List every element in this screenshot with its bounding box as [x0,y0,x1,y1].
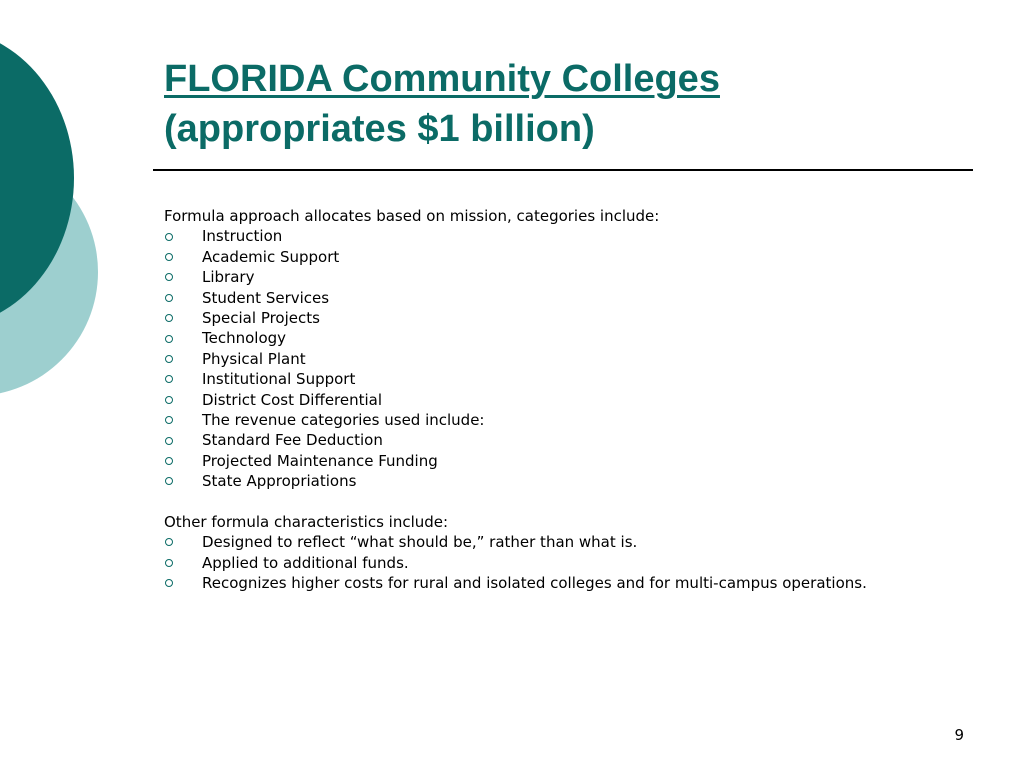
title-line-2: (appropriates $1 billion) [164,108,595,150]
bullet-icon [165,559,173,567]
list-item [164,349,994,369]
list-item [164,369,994,389]
bullet-icon [165,416,173,424]
bullet-icon [165,253,173,261]
list-item [164,288,994,308]
list-item-text: Standard Fee Deduction [202,431,383,450]
list-item-text: Library [202,268,255,287]
title-divider [153,169,973,171]
bullet-icon [165,335,173,343]
title-line-1: FLORIDA Community Colleges [164,58,720,100]
list-item-text: Student Services [202,288,330,307]
list-item-text: Recognizes higher costs for rural and isolated colleges and for multi-campus operations. [202,574,867,593]
list-item [164,267,994,287]
page-number: 9 [954,726,964,744]
list-item [164,430,994,450]
list-item-text: Projected Maintenance Funding [202,451,438,470]
characteristics-intro: Other formula characteristics include: [164,512,449,531]
list-item [164,308,994,328]
bullet-icon [165,314,173,322]
bullet-icon [165,233,173,241]
list-item [164,390,994,410]
list-item-text: Designed to reflect “what should be,” rather than what is. [202,533,638,552]
list-item [164,451,994,471]
list-item [164,553,994,573]
paragraph-spacer [164,491,994,511]
characteristics-list [164,532,994,593]
list-item-text: The revenue categories used include: [202,410,485,429]
slide-body [164,206,994,593]
list-item-text: State Appropriations [202,472,357,491]
list-item-text: District Cost Differential [202,390,383,409]
list-item [164,573,994,593]
categories-list [164,226,994,491]
list-item [164,410,994,430]
list-item-text: Institutional Support [202,370,356,389]
bullet-icon [165,477,173,485]
bullet-icon [165,579,173,587]
bullet-icon [165,396,173,404]
list-item [164,328,994,348]
bullet-icon [165,294,173,302]
bullet-icon [165,375,173,383]
list-item [164,532,994,552]
bullet-icon [165,437,173,445]
slide-title [164,54,720,154]
list-item [164,471,994,491]
list-item-text: Academic Support [202,247,340,266]
bullet-icon [165,273,173,281]
list-item-text: Physical Plant [202,349,306,368]
bullet-icon [165,538,173,546]
list-item-text: Technology [202,329,287,348]
bullet-icon [165,457,173,465]
intro-text: Formula approach allocates based on mission, categories include: [164,207,660,225]
list-item [164,226,994,246]
list-item-text: Special Projects [202,308,320,327]
bullet-icon [165,355,173,363]
list-item-text: Instruction [202,227,283,246]
list-item [164,247,994,267]
list-item-text: Applied to additional funds. [202,553,409,572]
